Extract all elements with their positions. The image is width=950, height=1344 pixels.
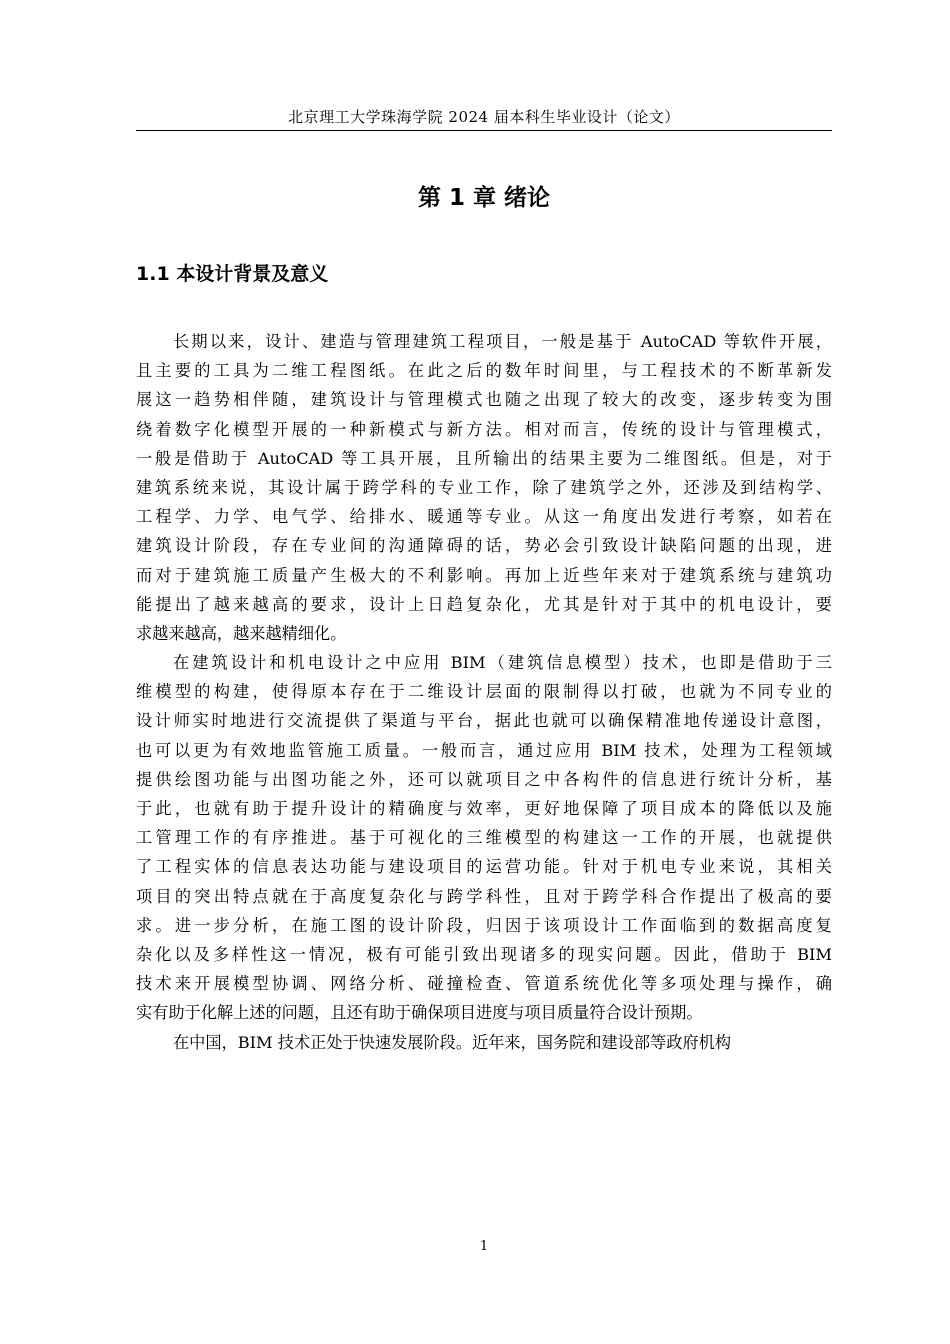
- paragraph-line: 实有助于化解上述的问题，且还有助于确保项目进度与项目质量符合设计预期。: [136, 1003, 703, 1023]
- paragraph-line: 长期以来，设计、建造与管理建筑工程项目，一般是基于 AutoCAD 等软件开展，: [173, 332, 832, 351]
- paragraph-line: 建筑系统来说，其设计属于跨学科的专业工作，除了建筑学之外，还涉及到结构学、: [136, 477, 832, 497]
- paragraph-line: 绕着数字化模型开展的一种新模式与新方法。相对而言，传统的设计与管理模式，: [136, 419, 832, 439]
- paragraph-line: 建筑设计阶段，存在专业间的沟通障碍的话，势必会引致设计缺陷问题的出现，进: [136, 536, 832, 556]
- paragraph-line: 求。进一步分析，在施工图的设计阶段，归因于该项设计工作面临到的数据高度复: [136, 915, 832, 935]
- paragraph-line: 提供绘图功能与出图功能之外，还可以就项目之中各构件的信息进行统计分析，基: [136, 769, 832, 789]
- paragraph-line: 工程学、力学、电气学、给排水、暖通等专业。从这一角度出发进行考察，如若在: [136, 507, 832, 527]
- paragraph-line: 而对于建筑施工质量产生极大的不利影响。再加上近些年来对于建筑系统与建筑功: [136, 565, 832, 585]
- paragraph-line: 技术来开展模型协调、网络分析、碰撞检查、管道系统优化等多项处理与操作，确: [136, 974, 832, 994]
- paragraph-line: 在中国，BIM 技术正处于快速发展阶段。近年来，国务院和建设部等政府机构: [173, 1032, 732, 1052]
- paragraph-line: 在建筑设计和机电设计之中应用 BIM（建筑信息模型）技术，也即是借助于三: [173, 653, 832, 673]
- paragraph-line: 也可以更为有效地监管施工质量。一般而言，通过应用 BIM 技术，处理为工程领域: [136, 740, 832, 760]
- paragraph-line: 求越来越高，越来越精细化。: [136, 623, 347, 643]
- header-divider: [136, 130, 832, 131]
- paragraph-line: 了工程实体的信息表达功能与建设项目的运营功能。针对于机电专业来说，其相关: [136, 857, 832, 877]
- chapter-title: 第 1 章 绪论: [417, 185, 551, 211]
- paragraph-line: 能提出了越来越高的要求，设计上日趋复杂化，尤其是针对于其中的机电设计，要: [136, 594, 832, 614]
- body-text: [136, 327, 832, 1057]
- paragraph-line: 于此，也就有助于提升设计的精确度与效率，更好地保障了项目成本的降低以及施: [136, 799, 832, 818]
- section-title: 1.1 本设计背景及意义: [136, 263, 329, 285]
- paragraph-line: 杂化以及多样性这一情况，极有可能引致出现诸多的现实问题。因此，借助于 BIM: [136, 944, 832, 964]
- paragraph-line: 维模型的构建，使得原本存在于二维设计层面的限制得以打破，也就为不同专业的: [136, 682, 832, 702]
- paragraph-line: 且主要的工具为二维工程图纸。在此之后的数年时间里，与工程技术的不断革新发: [136, 361, 832, 381]
- paragraph-line: 一般是借助于 AutoCAD 等工具开展，且所输出的结果主要为二维图纸。但是，对于: [136, 448, 832, 468]
- paragraph-line: 工管理工作的有序推进。基于可视化的三维模型的构建这一工作的开展，也就提供: [136, 828, 832, 848]
- paragraph-line: 项目的突出特点就在于高度复杂化与跨学科性，且对于跨学科合作提出了极高的要: [136, 886, 832, 906]
- page-number: 1: [479, 1239, 489, 1254]
- paragraph-line: 展这一趋势相伴随，建筑设计与管理模式也随之出现了较大的改变，逐步转变为围: [136, 390, 832, 410]
- running-header: 北京理工大学珠海学院 2024 届本科生毕业设计（论文）: [288, 108, 680, 126]
- paragraph-line: 设计师实时地进行交流提供了渠道与平台，据此也就可以确保精准地传递设计意图，: [136, 711, 832, 731]
